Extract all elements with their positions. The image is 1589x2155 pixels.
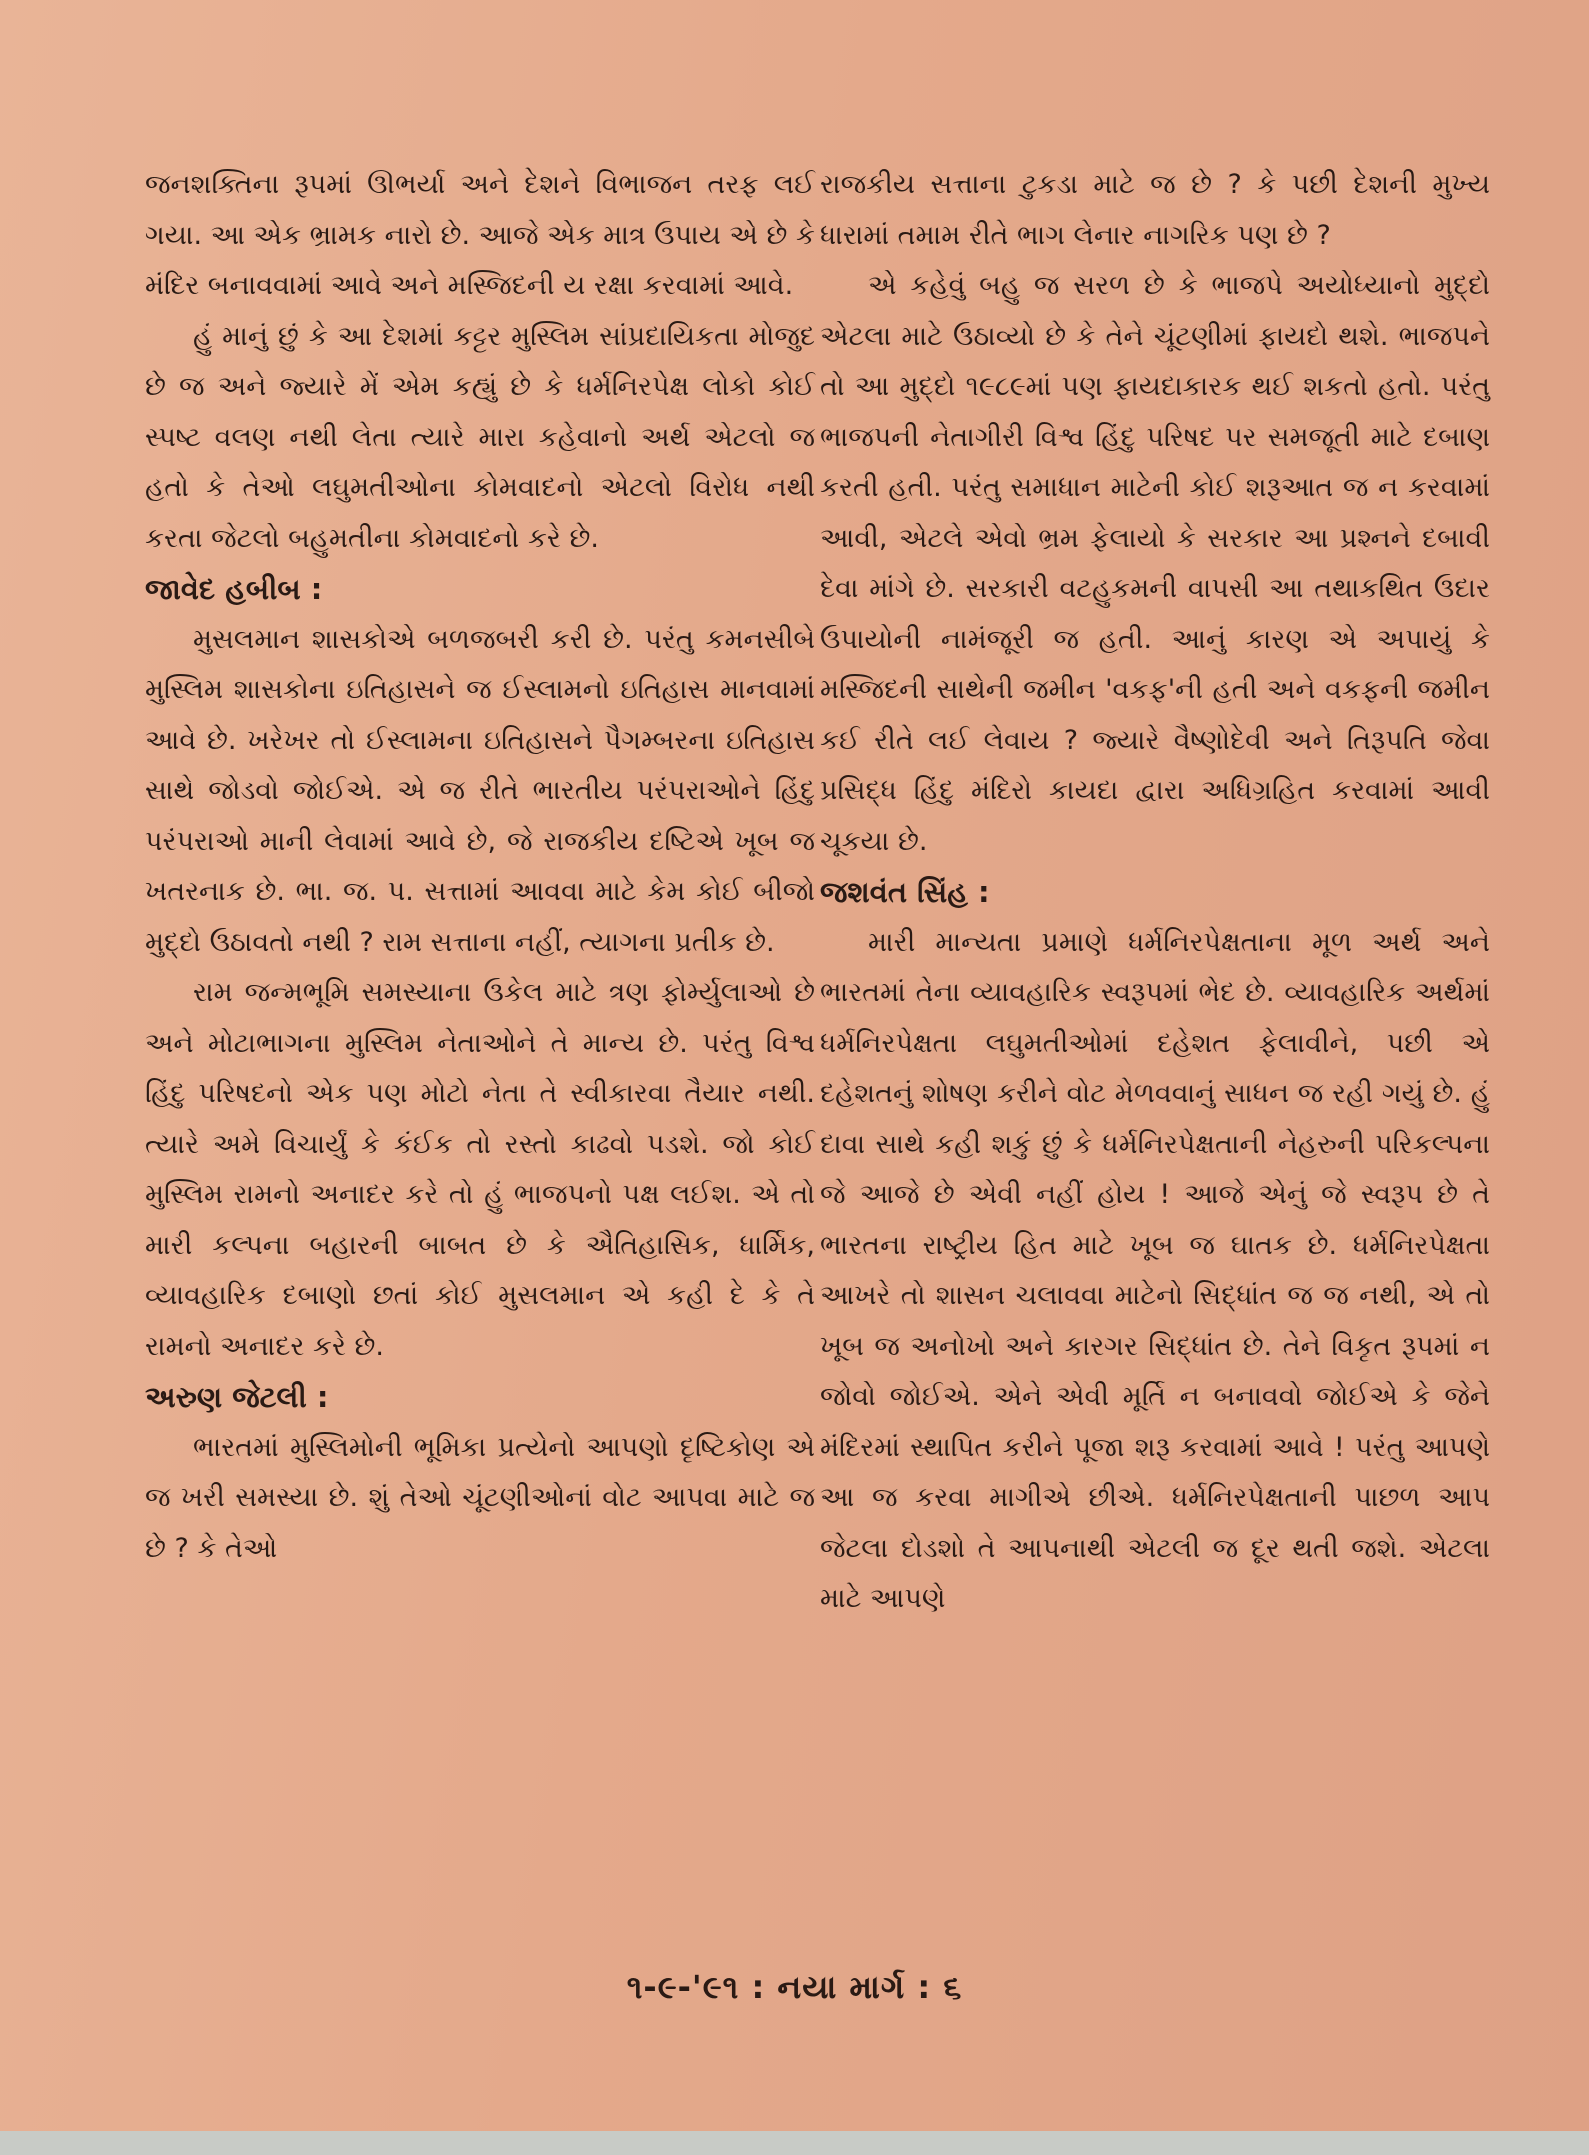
paragraph: રામ જન્મભૂમિ સમસ્યાના ઉકેલ માટે ત્રણ ફોર્મ્યુલાઓ છે અને મોટાભાગના મુસ્લિમ નેતાઓને તે માન્ય છે. પરંતુ વિશ્વ હિંદુ પરિષદનો એક પણ મોટો નેતા તે સ્વીકારવા તૈયાર નથી. ત્યારે અમે વિચાર્યું કે કંઈક તો રસ્તો કાઢવો પડશે. જો કોઈ મુસ્લિમ રામનો અનાદર કરે તો હું ભાજપનો પક્ષ લઈશ. એ તો મારી કલ્પના બહારની બાબત છે કે ઐતિહાસિક, ધાર્મિક, વ્યાવહારિક દબાણો છતાં કોઈ મુસલમાન એ કહી દે કે તે રામનો અનાદર કરે છે. (145, 977, 815, 1362)
right-column (820, 160, 1490, 1625)
paragraph: ભારતમાં મુસ્લિમોની ભૂમિકા પ્રત્યેનો આપણો દૃષ્ટિકોણ એ જ ખરી સમસ્યા છે. શું તેઓ ચૂંટણીઓનાં વોટ આપવા માટે જ છે ? કે તેઓ (145, 1431, 815, 1564)
speaker-heading: જાવેદ હબીબ : (145, 572, 323, 606)
left-column (145, 160, 815, 1574)
paragraph: મુસલમાન શાસકોએ બળજબરી કરી છે. પરંતુ કમનસીબે મુસ્લિમ શાસકોના ઇતિહાસને જ ઈસ્લામનો ઇતિહાસ માનવામાં આવે છે. ખરેખર તો ઈસ્લામના ઇતિહાસને પૈગમ્બરના ઇતિહાસ સાથે જોડવો જોઈએ. એ જ રીતે ભારતીય પરંપરાઓને હિંદુ પરંપરાઓ માની લેવામાં આવે છે, જે રાજકીય દષ્ટિએ ખૂબ જ ખતરનાક છે. ભા. જ. પ. સત્તામાં આવવા માટે કેમ કોઈ બીજો મુદ્દો ઉઠાવતો નથી ? રામ સત્તાના નહીં, ત્યાગના પ્રતીક છે. (145, 623, 815, 958)
paragraph: મારી માન્યતા પ્રમાણે ધર્મનિરપેક્ષતાના મૂળ અર્થ અને ભારતમાં તેના વ્યાવહારિક સ્વરૂપમાં ભેદ છે. વ્યાવહારિક અર્થમાં ધર્મનિરપેક્ષતા લઘુમતીઓમાં દહેશત ફેલાવીને, પછી એ દહેશતનું શોષણ કરીને વોટ મેળવવાનું સાધન જ રહી ગયું છે. હું દાવા સાથે કહી શકું છું કે ધર્મનિરપેક્ષતાની નેહરુની પરિકલ્પના જે આજે છે એવી નહીં હોય ! આજે એનું જે સ્વરૂપ છે તે ભારતના રાષ્ટ્રીય હિત માટે ખૂબ જ ઘાતક છે. ધર્મનિરપેક્ષતા આખરે તો શાસન ચલાવવા માટેનો સિદ્ધાંત જ જ નથી, એ તો ખૂબ જ અનોખો અને કારગર સિદ્ધાંત છે. તેને વિકૃત રૂપમાં ન જોવો જોઈએ. એને એવી મૂર્તિ ન બનાવવો જોઈએ કે જેને મંદિરમાં સ્થાપિત કરીને પૂજા શરૂ કરવામાં આવે ! પરંતુ આપણે આ જ કરવા માગીએ છીએ. ધર્મનિરપેક્ષતાની પાછળ આપ જેટલા દોડશો તે આપનાથી એટલી જ દૂર થતી જશે. એટલા માટે આપણે (820, 926, 1490, 1614)
page-footer: ૧-૯-'૯૧ : નયા માર્ગ : ૬ (626, 1968, 963, 2006)
paragraph: રાજકીય સત્તાના ટુકડા માટે જ છે ? કે પછી દેશની મુખ્ય ધારામાં તમામ રીતે ભાગ લેનાર નાગરિક પણ છે ? (820, 169, 1490, 251)
speaker-heading: જશવંત સિંહ : (820, 875, 990, 909)
paragraph: હું માનું છું કે આ દેશમાં કટ્ટર મુસ્લિમ સાંપ્રદાયિકતા મોજુદ છે જ અને જ્યારે મેં એમ કહ્યું છે કે ધર્મનિરપેક્ષ લોકો કોઈ સ્પષ્ટ વલણ નથી લેતા ત્યારે મારા કહેવાનો અર્થ એટલો જ હતો કે તેઓ લઘુમતીઓના કોમવાદનો એટલો વિરોધ નથી કરતા જેટલો બહુમતીના કોમવાદનો કરે છે. (145, 320, 815, 554)
paragraph: જનશક્તિના રૂપમાં ઊભર્યા અને દેશને વિભાજન તરફ લઈ ગયા. આ એક ભ્રામક નારો છે. આજે એક માત્ર ઉપાય એ છે કે મંદિર બનાવવામાં આવે અને મસ્જિદની ય રક્ષા કરવામાં આવે. (145, 169, 815, 301)
scan-edge (0, 2131, 1589, 2155)
speaker-heading: અરુણ જેટલી : (145, 1380, 329, 1414)
paragraph: એ કહેવું બહુ જ સરળ છે કે ભાજપે અયોધ્યાનો મુદ્દો એટલા માટે ઉઠાવ્યો છે કે તેને ચૂંટણીમાં ફાયદો થશે. ભાજપને તો આ મુદ્દો ૧૯૮૯માં પણ ફાયદાકારક થઈ શકતો હતો. પરંતુ ભાજપની નેતાગીરી વિશ્વ હિંદુ પરિષદ પર સમજૂતી માટે દબાણ કરતી હતી. પરંતુ સમાધાન માટેની કોઈ શરૂઆત જ ન કરવામાં આવી, એટલે એવો ભ્રમ ફેલાયો કે સરકાર આ પ્રશ્નને દબાવી દેવા માંગે છે. સરકારી વટહુકમની વાપસી આ તથાકથિત ઉદાર ઉપાયોની નામંજૂરી જ હતી. આનું કારણ એ અપાયું કે મસ્જિદની સાથેની જમીન 'વકફ'ની હતી અને વકફની જમીન કઈ રીતે લઈ લેવાય ? જ્યારે વૈષ્ણોદેવી અને તિરૂપતિ જેવા પ્રસિદ્ધ હિંદુ મંદિરો કાયદા દ્વારા અધિગ્રહિત કરવામાં આવી ચૂકયા છે. (820, 270, 1490, 857)
